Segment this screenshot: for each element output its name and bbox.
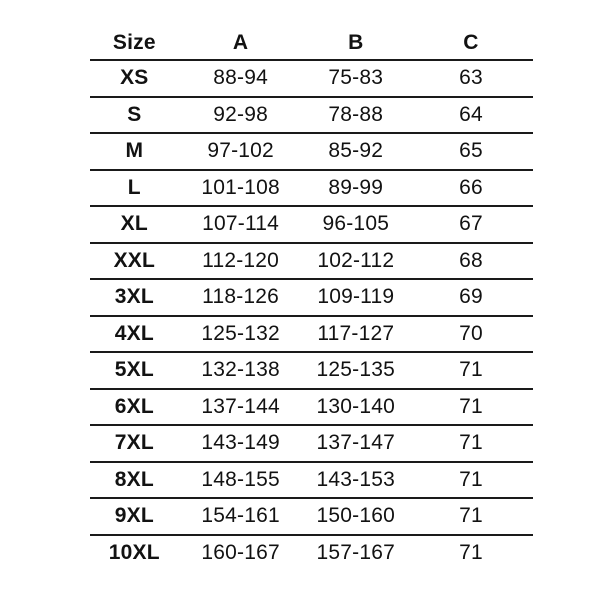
measurement-value: 130-140 xyxy=(316,394,396,418)
measurement-value: 154-161 xyxy=(201,504,280,528)
measurement-value: 92-98 xyxy=(213,102,268,126)
measurement-value: 157-167 xyxy=(316,540,396,564)
measurement-value: 88-94 xyxy=(213,66,268,90)
size-chart-table xyxy=(90,26,533,570)
size-label: XS xyxy=(120,66,149,90)
measurement-value: 125-132 xyxy=(201,321,280,345)
measurement-value: 69 xyxy=(459,285,483,309)
measurement-value: 71 xyxy=(459,504,483,528)
column-header-c: C xyxy=(409,26,533,60)
size-label: 9XL xyxy=(114,504,154,528)
measurement-value: 71 xyxy=(459,467,483,491)
table-row xyxy=(90,133,533,170)
size-label: XL xyxy=(120,212,148,236)
measurement-value: 143-149 xyxy=(201,431,280,455)
measurement-value: 70 xyxy=(459,321,483,345)
measurement-value: 160-167 xyxy=(201,540,280,564)
measurement-value: 102-112 xyxy=(317,248,395,272)
measurement-value: 67 xyxy=(459,212,483,236)
measurement-value: 89-99 xyxy=(328,175,384,199)
measurement-value: 71 xyxy=(459,431,483,455)
measurement-value: 101-108 xyxy=(201,175,280,199)
measurement-value: 66 xyxy=(459,175,483,199)
measurement-value: 78-88 xyxy=(328,102,384,126)
size-label: 6XL xyxy=(114,394,154,418)
measurement-value: 63 xyxy=(459,66,483,90)
table-row xyxy=(90,498,533,535)
size-label: L xyxy=(127,175,141,199)
size-label: 5XL xyxy=(114,358,154,382)
table-row xyxy=(90,97,533,134)
table-row xyxy=(90,316,533,353)
measurement-value: 85-92 xyxy=(328,139,384,163)
measurement-value: 97-102 xyxy=(207,139,274,163)
measurement-value: 68 xyxy=(459,248,483,272)
measurement-value: 148-155 xyxy=(201,467,280,491)
measurement-value: 118-126 xyxy=(202,285,280,309)
size-label: S xyxy=(127,102,142,126)
header-row xyxy=(90,26,533,60)
measurement-value: 132-138 xyxy=(201,358,280,382)
table-row xyxy=(90,462,533,499)
measurement-value: 75-83 xyxy=(328,66,384,90)
measurement-value: 65 xyxy=(459,139,483,163)
column-header-a: A xyxy=(179,26,303,60)
measurement-value: 112-120 xyxy=(202,248,280,272)
table-row xyxy=(90,425,533,462)
measurement-value: 71 xyxy=(459,358,483,382)
size-label: 3XL xyxy=(114,285,154,309)
size-label: 8XL xyxy=(114,467,154,491)
size-label: XXL xyxy=(113,248,156,272)
table-row xyxy=(90,279,533,316)
table-row xyxy=(90,243,533,280)
measurement-value: 107-114 xyxy=(202,212,280,236)
size-label: 10XL xyxy=(108,540,160,564)
measurement-value: 143-153 xyxy=(316,467,396,491)
size-label: 7XL xyxy=(114,431,154,455)
measurement-value: 96-105 xyxy=(322,212,390,236)
column-header-size: Size xyxy=(90,26,179,60)
table-row xyxy=(90,206,533,243)
table-row xyxy=(90,389,533,426)
measurement-value: 137-147 xyxy=(316,431,396,455)
measurement-value: 109-119 xyxy=(317,285,395,309)
size-chart-container xyxy=(90,26,533,570)
table-row xyxy=(90,352,533,389)
measurement-value: 125-135 xyxy=(316,358,396,382)
size-label: M xyxy=(125,139,144,163)
measurement-value: 137-144 xyxy=(201,394,280,418)
measurement-value: 71 xyxy=(459,394,483,418)
column-header-b: B xyxy=(303,26,409,60)
measurement-value: 150-160 xyxy=(316,504,396,528)
measurement-value: 117-127 xyxy=(317,321,395,345)
measurement-value: 64 xyxy=(459,102,483,126)
table-row xyxy=(90,170,533,207)
table-row xyxy=(90,535,533,571)
size-chart-header xyxy=(90,26,533,60)
table-row xyxy=(90,60,533,97)
measurement-value: 71 xyxy=(459,540,483,564)
size-label: 4XL xyxy=(114,321,154,345)
size-chart-body xyxy=(90,60,533,570)
